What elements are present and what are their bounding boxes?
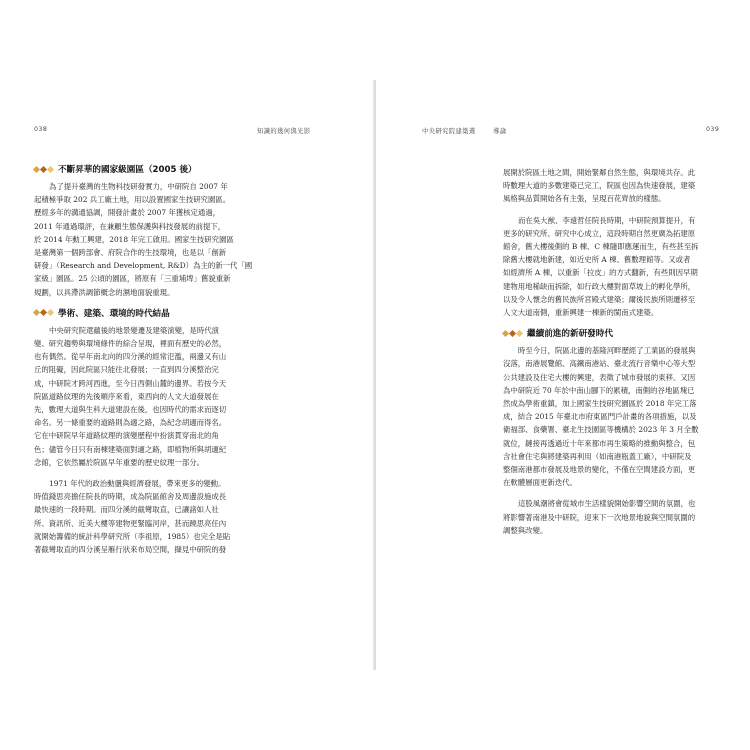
body-paragraph [503, 166, 741, 206]
text-line: 建物用地稀缺而拆除，如行政大樓對面草坡上的孵化學所， [503, 281, 696, 291]
text-line: 成，中研院才跨河西進，至今日西側山麓的邊界。若按今天 [34, 378, 227, 388]
text-line: 先，數理大道與生科大道建設在後，也因時代的需求而逐切 [34, 405, 227, 415]
text-line: 規劃，以具滯洪調節概念的濕地面貌重現。 [34, 287, 175, 297]
text-line: 也有偶然。從早年南北向的四分溪的經常氾濫，兩邊又有山 [34, 352, 227, 362]
section-heading [34, 307, 272, 319]
text-line: 所、資訊所、近美大樓等建物更緊臨河岸，甚而蹺思亮任內 [34, 518, 227, 528]
section-heading-text: 不斷昇華的國家級園區（2005 後） [58, 165, 197, 175]
text-line: 1971 年代的政治動盪與經濟發展，帶來更多的變動。 [49, 479, 226, 489]
text-line: 變、研究趨勢與環境條件的綜合呈現，裡面有歷史的必然， [34, 339, 227, 349]
text-line: 將影響著南港及中研院，迎來下一次地景地貌與空間氛圍的 [503, 512, 696, 522]
text-line: 就開始籌備的統計科學研究所（李祖原，1985）也完全是貼 [34, 531, 231, 541]
body-paragraph [503, 344, 741, 489]
text-line: 然成為學術重鎮，加上國家生技研究園區於 2018 年完工落 [503, 399, 697, 409]
text-line: 除舊大樓就地新建，如近史所 A 棟、舊數理館等。又或者 [503, 255, 691, 265]
text-line: 命名。另一條重要的道路則為適之路，為紀念胡適而得名。 [34, 418, 227, 428]
text-line: 它在中研院早年道路紋理的演變歷程中扮演貫穿南北的角 [34, 431, 219, 441]
text-line: 公共建設及住宅大樓的興建，表徵了城市發展的東移。又因 [503, 372, 696, 382]
body-paragraph [34, 324, 272, 469]
text-line: 色；儘管今日只有南棟建築面對適之路，即植物所與胡適紀 [34, 444, 227, 454]
left-text-block [34, 163, 272, 564]
text-line: 時至今日，院區北邊的基隆河畔歷經了工業區的發展與 [518, 346, 696, 356]
left-running-title: 知識的幾何與光影 [257, 128, 311, 135]
text-line: 時值錢思亮擔任院長的時期，成為院區館舍及周邊設施成長 [34, 492, 227, 502]
text-line: 於 2014 年動工興建，2018 年完工啟用。國家生技研究園區 [34, 234, 234, 244]
section-heading [34, 163, 272, 175]
text-line: 研發」（Research and Development, R&D）為主的新一代「國 [34, 261, 253, 271]
text-line: 中央研究院還蘊後的地景變遷及建築演變，是時代演 [49, 325, 219, 335]
text-line: 展開於院區土地之間，開始緊鄰自然生態，與環境共存。此 [503, 168, 696, 177]
text-line: 館舍，舊大樓後側的 B 棟、C 棟隨即應運而生，有些甚至拆 [503, 242, 699, 252]
diamond-marker-icon [503, 331, 524, 336]
text-line: 調整與改變。 [503, 525, 548, 535]
text-line: 院區道路紋理的先後順序來看，東西向的人文大道發展在 [34, 391, 219, 401]
text-line: 更多的研究所、研究中心成立，這段時期自然更廣為拓建原 [503, 228, 696, 238]
body-paragraph [503, 497, 741, 537]
text-line: 起積極爭取 202 兵工廠土地，用以設置國家生技研究園區。 [34, 195, 231, 205]
text-line: 而在吳大猷、李遠哲任院長時期，中研院預算提升，有 [518, 215, 696, 225]
body-paragraph [503, 214, 741, 320]
text-line: 人文大道南側，重新興建一棟新的閩南式建築。 [503, 308, 659, 318]
right-page-number: 039 [706, 126, 720, 133]
section-heading-text: 繼續前進的新研發時代 [527, 329, 613, 340]
text-line: 含社會住宅與將建築再利用（如南港瓶蓋工廠），中研院及 [503, 451, 692, 461]
text-line: 時數理大道的多數建築已完工，院區也因為快速發展，建築 [503, 181, 696, 191]
right-text-block [503, 166, 741, 545]
text-line: 是臺灣第一個跨部會、府院合作的生技環境，也是以「創新 [34, 248, 227, 258]
left-page [0, 0, 374, 750]
body-paragraph [34, 180, 272, 299]
text-line: 整個南港都市發展及地景的變化，不僅在空間建設方面，更 [503, 465, 696, 475]
section-heading-text: 學術、建築、環境的時代結晶 [58, 308, 170, 319]
text-line: 2011 年通過環評，在兼顧生態保護與科技發展的前提下， [34, 221, 226, 231]
text-line: 就位，鏈接再透過近十年來都市再生策略的推動與整合，包 [503, 438, 696, 448]
text-line: 歷經多年的溝通協調，開發計畫於 2007 年獲核定通過， [34, 208, 221, 218]
left-page-number: 038 [34, 126, 48, 133]
right-running-title: 中央研究院建築選 [422, 128, 476, 135]
text-line: 家級」園區。25 公頃的園區，將原有「三重埔埤」舊貌重新 [34, 274, 231, 284]
text-line: 成，結合 2015 年臺北市府東區門戶計畫的各項措施，以及 [503, 412, 697, 422]
diamond-marker-icon [34, 310, 55, 315]
text-line: 在軟體層面更新迭代。 [503, 478, 577, 488]
text-line: 以及令人懷念的舊民族所宮殿式建築；爾後民族所則遷移至 [503, 294, 696, 304]
body-paragraph [34, 477, 272, 556]
diamond-marker-icon [34, 167, 55, 172]
section-heading [503, 327, 741, 339]
text-line: 丘的阻礙，因此院區只能往北發展；一直到四分溪整治完 [34, 365, 219, 375]
text-line: 沒落，南港展覽館、高鐵南港站、臺北流行音樂中心等大型 [503, 359, 696, 369]
text-line: 最快速的一段時期。而四分溪的截彎取直，已讓諸如人社 [34, 505, 219, 515]
text-line: 衛福部、食藥署、臺北生技園區等機構於 2023 年 3 月全數 [503, 425, 699, 435]
text-line: 著截彎取直的四分溪呈雁行狀來布局空間，擷見中研院的發 [34, 545, 227, 555]
text-line: 為中研院近 70 年於中南山腳下的累積，南側的谷地區塊已 [503, 385, 695, 395]
text-line: 念館，它依然屬於院區早年重要的歷史紋理一部分。 [34, 457, 204, 467]
right-running-section: 導論 [493, 128, 507, 135]
text-line: 風格與品質開始各有主張，呈現百花齊放的樣態。 [503, 194, 666, 204]
text-line: 這股風潮將會從城市生活樣貌開始影響空間的氛圍，也 [518, 499, 696, 509]
text-line: 為了提升臺灣的生物科技研發實力，中研院自 2007 年 [49, 182, 228, 191]
text-line: 如經濟所 A 棟，以重新「拉皮」的方式翻新，有些則因早期 [503, 268, 698, 278]
right-page [376, 0, 750, 750]
